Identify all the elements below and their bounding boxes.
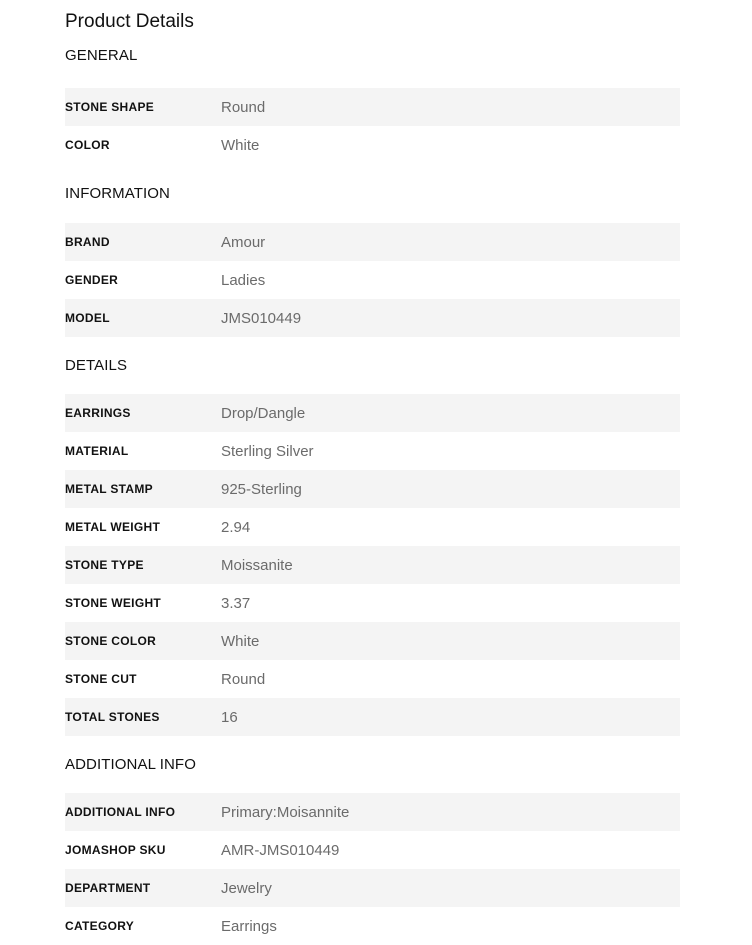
spec-label: STONE SHAPE [65,100,155,114]
section-general [65,44,680,164]
spec-row-stone-weight [65,584,680,622]
spec-value: Round [221,670,266,688]
spec-value: Earrings [221,917,277,935]
spec-label: STONE CUT [65,672,137,686]
spec-value: Ladies [221,271,266,289]
spec-row-stone-type [65,546,680,584]
spec-row-metal-stamp [65,470,680,508]
spec-label: JOMASHOP SKU [65,843,166,857]
spec-row-total-stones [65,698,680,736]
section-details [65,354,680,736]
spec-label: DEPARTMENT [65,881,151,895]
spec-label: METAL STAMP [65,482,153,496]
spec-value: White [221,632,260,650]
spec-value: JMS010449 [221,309,302,327]
spec-value: AMR-JMS010449 [221,841,340,859]
spec-label: GENDER [65,273,119,287]
spec-label: METAL WEIGHT [65,520,161,534]
section-title-general: GENERAL [65,47,138,64]
section-title-additional-info: ADDITIONAL INFO [65,756,196,773]
spec-row-earrings [65,394,680,432]
spec-label: BRAND [65,235,110,249]
spec-row-additional-info [65,793,680,831]
section-information [65,182,680,337]
spec-label: STONE COLOR [65,634,157,648]
spec-value: 925-Sterling [221,480,302,498]
spec-row-department [65,869,680,907]
spec-row-stone-cut [65,660,680,698]
spec-label: COLOR [65,138,110,152]
spec-label: MATERIAL [65,444,129,458]
spec-value: Jewelry [221,879,272,897]
product-details-panel [65,10,680,945]
spec-row-stone-color [65,622,680,660]
spec-value: Amour [221,233,266,251]
section-title-details: DETAILS [65,357,128,374]
section-additional-info [65,753,680,945]
spec-row-model [65,299,680,337]
spec-value: Primary:Moisannite [221,803,350,821]
spec-value: Sterling Silver [221,442,314,460]
spec-value: Drop/Dangle [221,404,306,422]
spec-row-gender [65,261,680,299]
spec-value: Round [221,98,266,116]
spec-label: CATEGORY [65,919,135,933]
spec-row-jomashop-sku [65,831,680,869]
page-title: Product Details [65,11,194,32]
spec-value: 3.37 [221,594,251,612]
spec-label: EARRINGS [65,406,131,420]
section-title-information: INFORMATION [65,185,170,202]
spec-value: Moissanite [221,556,293,574]
spec-row-metal-weight [65,508,680,546]
spec-label: ADDITIONAL INFO [65,805,176,819]
spec-label: TOTAL STONES [65,710,160,724]
spec-row-brand [65,223,680,261]
spec-value: 16 [221,708,238,726]
spec-value: 2.94 [221,518,251,536]
spec-value: White [221,136,260,154]
spec-row-color [65,126,680,164]
spec-row-stone-shape [65,88,680,126]
spec-label: STONE TYPE [65,558,144,572]
spec-label: MODEL [65,311,110,325]
spec-label: STONE WEIGHT [65,596,162,610]
spec-row-material [65,432,680,470]
